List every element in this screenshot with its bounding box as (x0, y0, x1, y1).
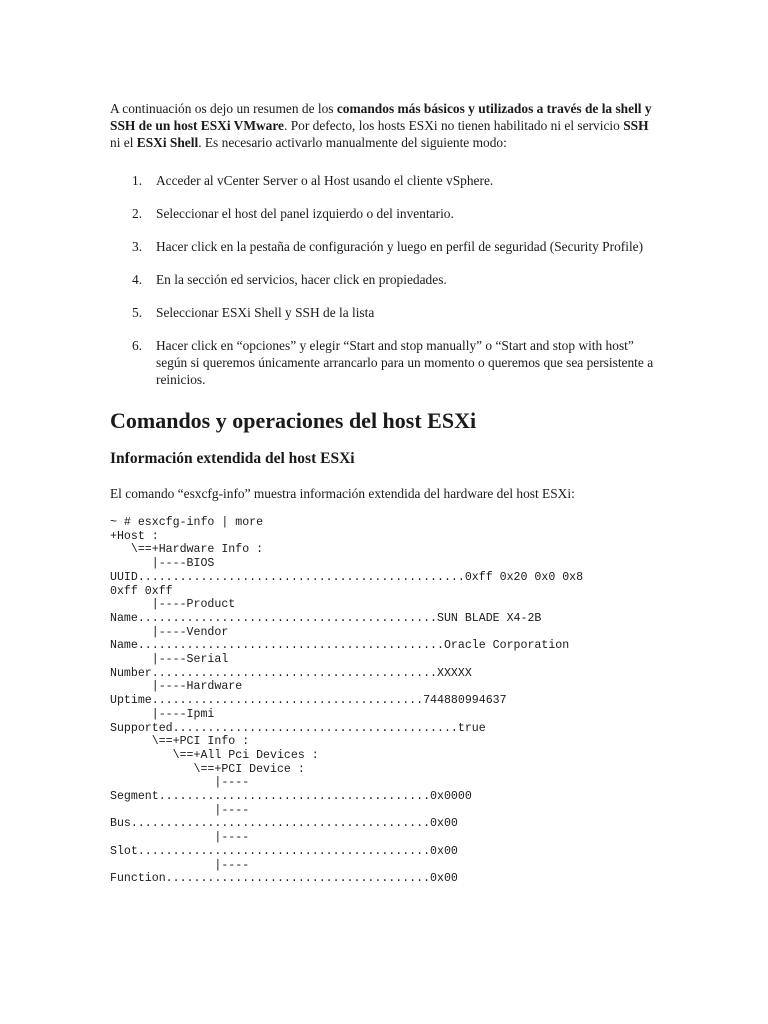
intro-bold-esxi-shell: ESXi Shell (136, 135, 199, 150)
code-line: Segment.......................................0x0000 (110, 790, 472, 804)
code-line: Slot..........................................0x00 (110, 844, 458, 858)
code-line: Name............................................Oracle Corporation (110, 639, 570, 653)
code-line: |----Serial (110, 653, 229, 667)
list-item (110, 172, 660, 189)
document-page (110, 100, 660, 886)
section-heading: Comandos y operaciones del host ESXi (110, 408, 477, 433)
code-line: Function......................................0x00 (110, 872, 458, 886)
step-text: Hacer click en la pestaña de configuración y luego en perfil de seguridad (Security Profile) (156, 239, 644, 254)
step-text: En la sección ed servicios, hacer click en propiedades. (156, 272, 447, 287)
step-number: 2. (132, 206, 143, 221)
code-line: 0xff 0xff (110, 584, 173, 598)
intro-text-1: A continuación os dejo un resumen de los (110, 101, 337, 116)
command-description: El comando “esxcfg-info” muestra información extendida del hardware del host ESXi: (110, 486, 575, 501)
list-item (110, 304, 660, 321)
step-number: 3. (132, 239, 143, 254)
code-line: |----BIOS (110, 557, 215, 571)
code-line: +Host : (110, 529, 159, 543)
intro-text-4: . Es necesario activarlo manualmente del siguiente modo: (198, 135, 507, 150)
code-line: |----Hardware (110, 680, 243, 694)
code-line: |----Vendor (110, 625, 229, 639)
intro-text-2: . Por defecto, los hosts ESXi no tienen habilitado ni el servicio (284, 118, 624, 133)
code-line: |---- (110, 858, 250, 872)
list-item (110, 271, 660, 288)
step-text: Acceder al vCenter Server o al Host usando el cliente vSphere. (156, 173, 494, 188)
code-line: ~ # esxcfg-info | more (110, 516, 264, 529)
intro-paragraph (110, 100, 660, 151)
code-line: Name...........................................SUN BLADE X4-2B (110, 611, 542, 625)
step-text: Hacer click en “opciones” y elegir “Start and stop manually” o “Start and stop with host” según si queremos únicamente arrancarlo para un momento o queremos que sea persistente a reinicios. (156, 338, 654, 387)
code-line: \==+PCI Device : (110, 762, 305, 776)
code-line: |----Ipmi (110, 707, 215, 721)
code-line: \==+Hardware Info : (110, 543, 264, 557)
list-item (110, 238, 660, 255)
code-line: |---- (110, 803, 250, 817)
step-number: 5. (132, 305, 143, 320)
code-line: \==+PCI Info : (110, 735, 250, 749)
code-line: |----Product (110, 598, 236, 612)
code-block (110, 516, 670, 886)
code-line: |---- (110, 831, 250, 845)
code-line: Bus...........................................0x00 (110, 817, 458, 831)
step-number: 6. (132, 338, 143, 353)
intro-bold-1: comandos más básicos y utilizados a través de la shell y SSH de un host ESXi VMware (110, 101, 652, 133)
step-number: 4. (132, 272, 143, 287)
list-item (110, 337, 660, 388)
step-number: 1. (132, 173, 143, 188)
code-line: \==+All Pci Devices : (110, 748, 319, 762)
code-line: UUID...............................................0xff 0x20 0x0 0x8 (110, 570, 584, 584)
code-line: Number.........................................XXXXX (110, 666, 472, 680)
subsection-heading: Información extendida del host ESXi (110, 450, 355, 467)
intro-bold-ssh: SSH (623, 118, 649, 133)
steps-list (110, 172, 660, 388)
list-item (110, 205, 660, 222)
step-text: Seleccionar ESXi Shell y SSH de la lista (156, 305, 375, 320)
intro-text-3: ni el (110, 135, 137, 150)
code-line: |---- (110, 776, 250, 790)
step-text: Seleccionar el host del panel izquierdo o del inventario. (156, 206, 454, 221)
code-line: Uptime.......................................744880994637 (110, 694, 507, 708)
code-line: Supported.........................................true (110, 721, 486, 735)
